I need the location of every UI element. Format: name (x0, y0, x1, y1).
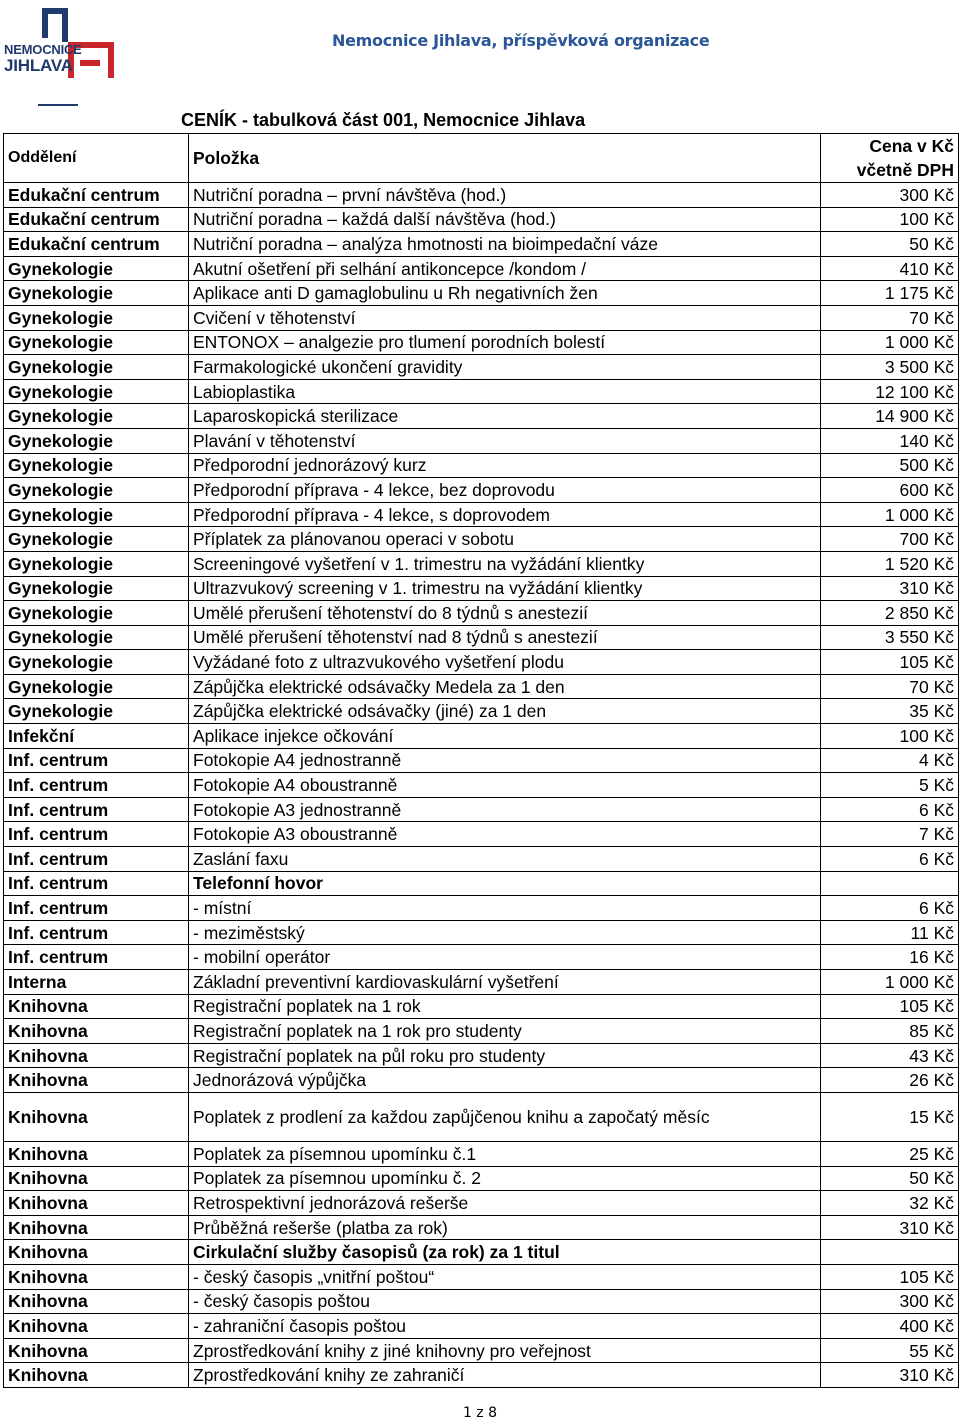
cell-price (821, 1240, 959, 1265)
cell-item: Vyžádané foto z ultrazvukového vyšetření plodu (189, 650, 821, 675)
table-header-row (4, 134, 959, 183)
cell-price: 1 520 Kč (821, 551, 959, 576)
table-row (4, 920, 959, 945)
cell-item: - český časopis „vnitřní poštou“ (189, 1264, 821, 1289)
cell-department: Gynekologie (4, 576, 189, 601)
table-row (4, 1215, 959, 1240)
cell-price: 55 Kč (821, 1338, 959, 1363)
cell-price: 16 Kč (821, 945, 959, 970)
cell-price: 310 Kč (821, 1363, 959, 1388)
cell-price: 100 Kč (821, 207, 959, 232)
table-row (4, 1240, 959, 1265)
cell-price: 1 000 Kč (821, 970, 959, 995)
cell-department: Gynekologie (4, 330, 189, 355)
header-price-line1: Cena v Kč (869, 136, 954, 156)
table-row (4, 232, 959, 257)
cell-item: Plavání v těhotenství (189, 428, 821, 453)
cell-price: 6 Kč (821, 847, 959, 872)
cell-price: 3 500 Kč (821, 355, 959, 380)
cell-department: Knihovna (4, 1314, 189, 1339)
table-row (4, 699, 959, 724)
hospital-logo (4, 4, 120, 84)
cell-price: 85 Kč (821, 1019, 959, 1044)
cell-item: Umělé přerušení těhotenství nad 8 týdnů s anestezií (189, 625, 821, 650)
table-row (4, 871, 959, 896)
table-row (4, 945, 959, 970)
table-row (4, 1338, 959, 1363)
cell-item: Nutriční poradna – první návštěva (hod.) (189, 183, 821, 208)
cell-department: Knihovna (4, 1043, 189, 1068)
table-row (4, 748, 959, 773)
cell-price: 310 Kč (821, 1215, 959, 1240)
cell-department: Inf. centrum (4, 920, 189, 945)
cell-item: Předporodní příprava - 4 lekce, bez doprovodu (189, 478, 821, 503)
cell-price: 1 175 Kč (821, 281, 959, 306)
cell-item: Předporodní příprava - 4 lekce, s doprovodem (189, 502, 821, 527)
cell-item: Umělé přerušení těhotenství do 8 týdnů s anestezií (189, 601, 821, 626)
cell-item: Farmakologické ukončení gravidity (189, 355, 821, 380)
cell-department: Interna (4, 970, 189, 995)
cell-department: Knihovna (4, 1166, 189, 1191)
table-row (4, 404, 959, 429)
cell-item: Aplikace injekce očkování (189, 724, 821, 749)
table-row (4, 428, 959, 453)
header-price (821, 134, 959, 183)
cell-department: Knihovna (4, 1264, 189, 1289)
cell-item: Fotokopie A4 jednostranně (189, 748, 821, 773)
table-row (4, 1043, 959, 1068)
cell-department: Gynekologie (4, 453, 189, 478)
cell-item: Nutriční poradna – analýza hmotnosti na bioimpedační váze (189, 232, 821, 257)
cell-item: Registrační poplatek na 1 rok (189, 994, 821, 1019)
cell-price: 500 Kč (821, 453, 959, 478)
cell-price: 12 100 Kč (821, 379, 959, 404)
cell-department: Gynekologie (4, 256, 189, 281)
table-row (4, 502, 959, 527)
cell-item: Předporodní jednorázový kurz (189, 453, 821, 478)
logo-line2: JIHLAVA (4, 56, 73, 75)
table-row (4, 576, 959, 601)
cell-department: Knihovna (4, 1191, 189, 1216)
table-row (4, 305, 959, 330)
table-row (4, 1166, 959, 1191)
cell-item: Zprostředkování knihy ze zahraničí (189, 1363, 821, 1388)
cell-price: 300 Kč (821, 1289, 959, 1314)
cell-price: 105 Kč (821, 994, 959, 1019)
cell-item: Nutriční poradna – každá další návštěva (hod.) (189, 207, 821, 232)
table-row (4, 896, 959, 921)
cell-price: 300 Kč (821, 183, 959, 208)
cell-department: Edukační centrum (4, 183, 189, 208)
cell-department: Inf. centrum (4, 773, 189, 798)
cell-price: 43 Kč (821, 1043, 959, 1068)
cell-item: Ultrazvukový screening v 1. trimestru na vyžádání klientky (189, 576, 821, 601)
logo-text (4, 42, 120, 75)
cell-price: 6 Kč (821, 896, 959, 921)
cell-department: Gynekologie (4, 502, 189, 527)
cell-department: Knihovna (4, 1215, 189, 1240)
cell-item: Zápůjčka elektrické odsávačky (jiné) za 1 den (189, 699, 821, 724)
cell-item: Příplatek za plánovanou operaci v sobotu (189, 527, 821, 552)
table-row (4, 1068, 959, 1093)
cell-price: 310 Kč (821, 576, 959, 601)
cell-department: Infekční (4, 724, 189, 749)
cell-item: Jednorázová výpůjčka (189, 1068, 821, 1093)
table-row (4, 822, 959, 847)
cell-item: Poplatek za písemnou upomínku č. 2 (189, 1166, 821, 1191)
cell-price: 410 Kč (821, 256, 959, 281)
cell-price: 26 Kč (821, 1068, 959, 1093)
cell-item: - zahraniční časopis poštou (189, 1314, 821, 1339)
cell-price: 14 900 Kč (821, 404, 959, 429)
cell-item: - český časopis poštou (189, 1289, 821, 1314)
cell-department: Gynekologie (4, 478, 189, 503)
cell-item: Zprostředkování knihy z jiné knihovny pro veřejnost (189, 1338, 821, 1363)
cell-item: Fotokopie A3 oboustranně (189, 822, 821, 847)
cell-item: Akutní ošetření při selhání antikoncepce /kondom / (189, 256, 821, 281)
header-price-line2: včetně DPH (856, 160, 954, 180)
table-row (4, 183, 959, 208)
table-row (4, 379, 959, 404)
cell-department: Edukační centrum (4, 207, 189, 232)
cell-item: Fotokopie A3 jednostranně (189, 797, 821, 822)
cell-price: 32 Kč (821, 1191, 959, 1216)
table-row (4, 1019, 959, 1044)
cell-department: Gynekologie (4, 699, 189, 724)
cell-item: Retrospektivní jednorázová rešerše (189, 1191, 821, 1216)
table-row (4, 281, 959, 306)
table-row (4, 994, 959, 1019)
cell-price: 25 Kč (821, 1141, 959, 1166)
cell-price: 105 Kč (821, 1264, 959, 1289)
cell-department: Knihovna (4, 1141, 189, 1166)
cell-item: Screeningové vyšetření v 1. trimestru na vyžádání klientky (189, 551, 821, 576)
cell-department: Gynekologie (4, 674, 189, 699)
cell-department: Gynekologie (4, 601, 189, 626)
cell-department: Gynekologie (4, 650, 189, 675)
cell-item: Cvičení v těhotenství (189, 305, 821, 330)
table-row (4, 724, 959, 749)
cell-department: Gynekologie (4, 551, 189, 576)
cell-item: Registrační poplatek na 1 rok pro studenty (189, 1019, 821, 1044)
cell-department: Inf. centrum (4, 945, 189, 970)
cell-item: Labioplastika (189, 379, 821, 404)
header-department: Oddělení (4, 134, 189, 183)
cell-price: 400 Kč (821, 1314, 959, 1339)
table-row (4, 601, 959, 626)
page-number: 1 z 8 (462, 1405, 498, 1421)
table-row (4, 453, 959, 478)
cell-price: 15 Kč (821, 1092, 959, 1141)
cell-item: - meziměstský (189, 920, 821, 945)
cell-department: Knihovna (4, 1363, 189, 1388)
cell-department: Inf. centrum (4, 822, 189, 847)
cell-department: Knihovna (4, 1092, 189, 1141)
cell-price (821, 871, 959, 896)
cell-price: 5 Kč (821, 773, 959, 798)
table-row (4, 256, 959, 281)
table-row (4, 355, 959, 380)
cell-price: 50 Kč (821, 1166, 959, 1191)
cell-department: Knihovna (4, 1338, 189, 1363)
cell-price: 4 Kč (821, 748, 959, 773)
cell-item: Telefonní hovor (189, 871, 821, 896)
cell-department: Gynekologie (4, 355, 189, 380)
cell-department: Inf. centrum (4, 871, 189, 896)
cell-department: Knihovna (4, 1289, 189, 1314)
table-row (4, 847, 959, 872)
cell-price: 35 Kč (821, 699, 959, 724)
cell-price: 7 Kč (821, 822, 959, 847)
cell-item: - místní (189, 896, 821, 921)
cell-department: Gynekologie (4, 625, 189, 650)
table-row (4, 970, 959, 995)
cell-item: Fotokopie A4 oboustranně (189, 773, 821, 798)
cell-price: 100 Kč (821, 724, 959, 749)
cell-department: Gynekologie (4, 404, 189, 429)
table-row (4, 1141, 959, 1166)
cell-item: ENTONOX – analgezie pro tlumení porodních bolestí (189, 330, 821, 355)
organization-name: Nemocnice Jihlava, příspěvková organizace (332, 31, 710, 50)
cell-department: Knihovna (4, 1068, 189, 1093)
cell-item: Registrační poplatek na půl roku pro studenty (189, 1043, 821, 1068)
cell-price: 11 Kč (821, 920, 959, 945)
cell-price: 50 Kč (821, 232, 959, 257)
cell-price: 70 Kč (821, 674, 959, 699)
cell-department: Gynekologie (4, 428, 189, 453)
cell-department: Gynekologie (4, 281, 189, 306)
price-table (3, 133, 959, 1388)
cell-department: Inf. centrum (4, 847, 189, 872)
table-row (4, 625, 959, 650)
cell-item: Zápůjčka elektrické odsávačky Medela za 1 den (189, 674, 821, 699)
cell-department: Inf. centrum (4, 797, 189, 822)
cell-department: Knihovna (4, 994, 189, 1019)
cell-item: - mobilní operátor (189, 945, 821, 970)
cell-price: 1 000 Kč (821, 330, 959, 355)
table-row (4, 650, 959, 675)
cell-item: Laparoskopická sterilizace (189, 404, 821, 429)
cell-price: 3 550 Kč (821, 625, 959, 650)
table-row (4, 1092, 959, 1141)
cell-price: 140 Kč (821, 428, 959, 453)
cell-price: 600 Kč (821, 478, 959, 503)
cell-item: Poplatek za písemnou upomínku č.1 (189, 1141, 821, 1166)
table-row (4, 1289, 959, 1314)
cell-department: Gynekologie (4, 527, 189, 552)
cell-price: 105 Kč (821, 650, 959, 675)
cell-price: 1 000 Kč (821, 502, 959, 527)
table-row (4, 207, 959, 232)
cell-department: Edukační centrum (4, 232, 189, 257)
table-row (4, 551, 959, 576)
cell-item: Cirkulační služby časopisů (za rok) za 1 titul (189, 1240, 821, 1265)
table-row (4, 1191, 959, 1216)
header-divider (38, 104, 78, 106)
table-row (4, 527, 959, 552)
cell-price: 6 Kč (821, 797, 959, 822)
table-row (4, 330, 959, 355)
cell-price: 700 Kč (821, 527, 959, 552)
cell-item: Aplikace anti D gamaglobulinu u Rh negativních žen (189, 281, 821, 306)
table-row (4, 797, 959, 822)
cell-item: Základní preventivní kardiovaskulární vyšetření (189, 970, 821, 995)
cell-department: Knihovna (4, 1019, 189, 1044)
table-row (4, 1264, 959, 1289)
cell-department: Inf. centrum (4, 896, 189, 921)
cell-department: Knihovna (4, 1240, 189, 1265)
table-row (4, 478, 959, 503)
header-item: Položka (189, 134, 821, 183)
cell-price: 70 Kč (821, 305, 959, 330)
table-row (4, 674, 959, 699)
logo-line1: NEMOCNICE (4, 42, 82, 57)
cell-item: Poplatek z prodlení za každou zapůjčenou knihu a započatý měsíc (189, 1092, 821, 1141)
cell-price: 2 850 Kč (821, 601, 959, 626)
page-title: CENÍK - tabulková část 001, Nemocnice Jihlava (181, 110, 586, 130)
table-row (4, 773, 959, 798)
cell-department: Inf. centrum (4, 748, 189, 773)
cell-item: Průběžná rešerše (platba za rok) (189, 1215, 821, 1240)
cell-department: Gynekologie (4, 379, 189, 404)
table-row (4, 1363, 959, 1388)
table-row (4, 1314, 959, 1339)
cell-department: Gynekologie (4, 305, 189, 330)
cell-item: Zaslání faxu (189, 847, 821, 872)
